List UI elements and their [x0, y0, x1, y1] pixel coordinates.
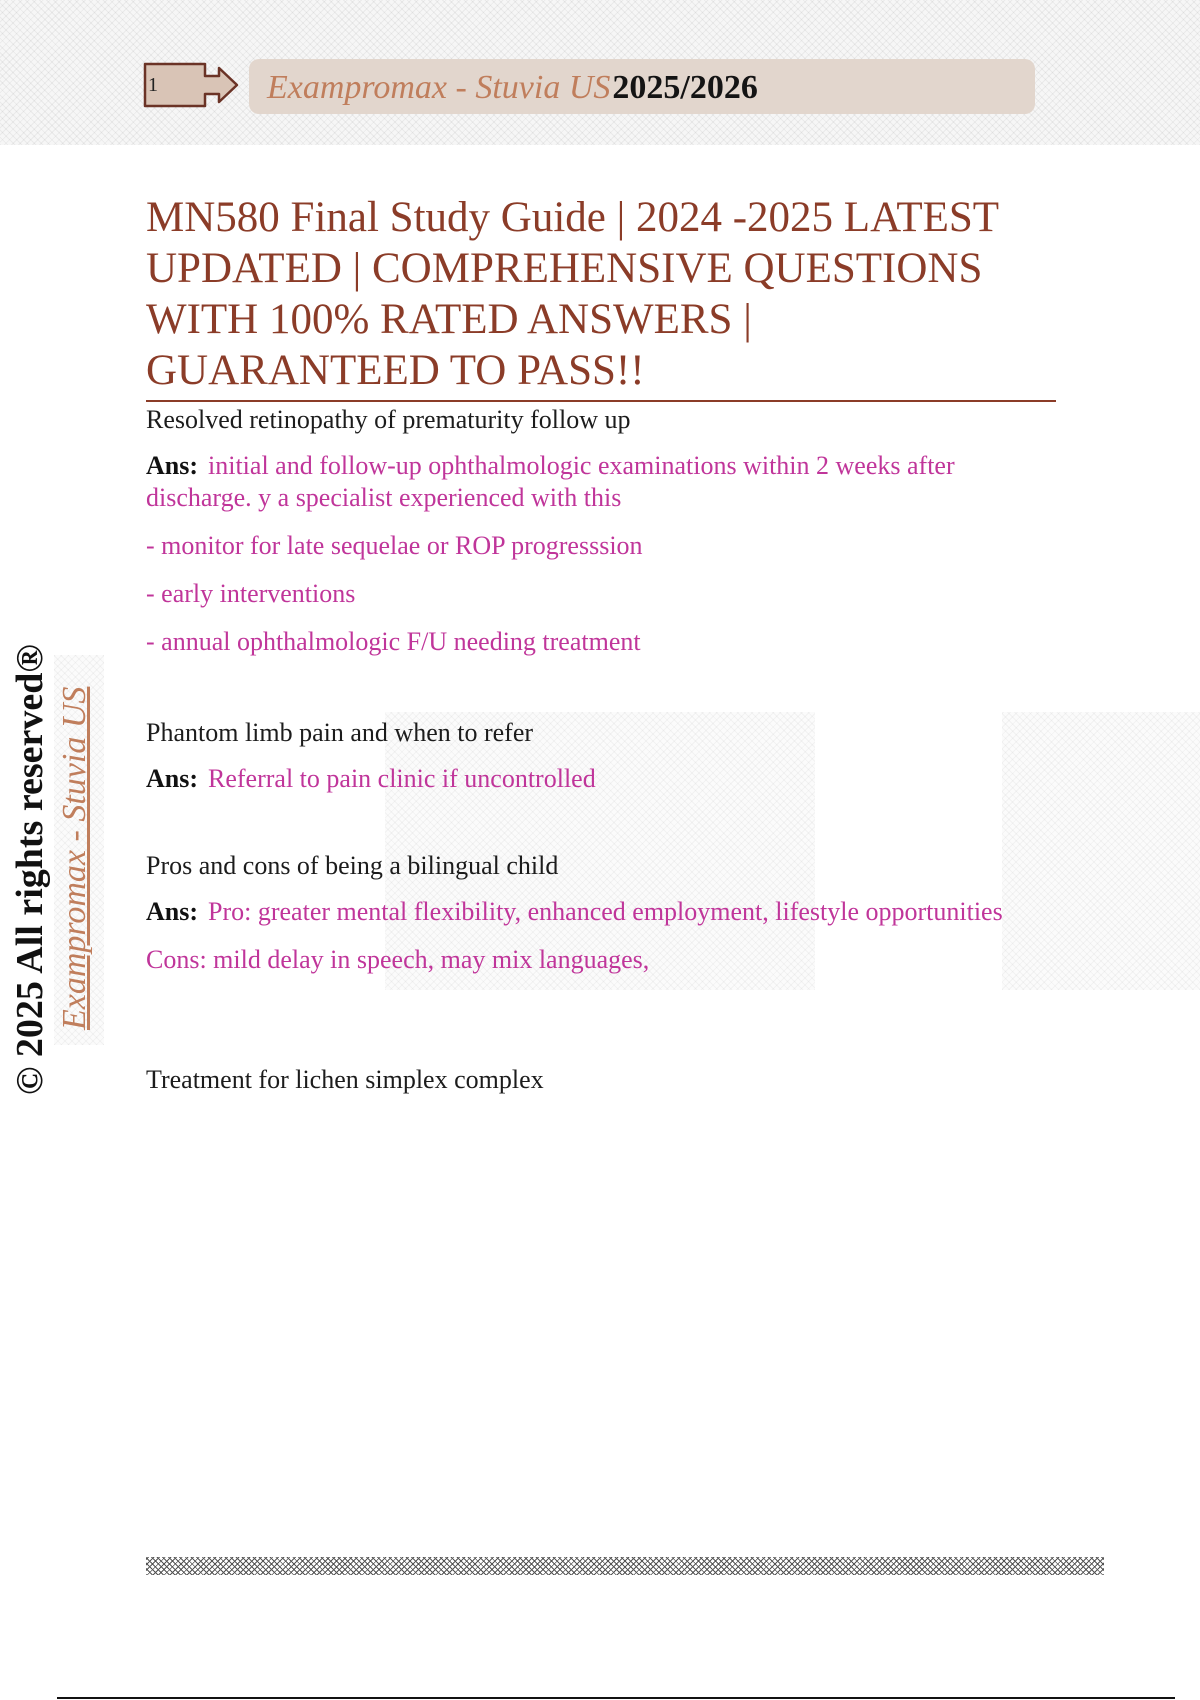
qa-item: [146, 404, 1046, 658]
qa-item: [146, 850, 1046, 976]
header-brand-text: Exampromax - Stuvia US: [267, 69, 611, 106]
header-brand: [267, 69, 758, 107]
answer-text: [146, 763, 1046, 795]
footer-pattern: [146, 1557, 1104, 1575]
answer-detail: Cons: mild delay in speech, may mix languages,: [146, 945, 650, 974]
qa-item: [146, 1064, 1046, 1096]
answer-body: initial and follow-up ophthalmologic examinations within 2 weeks after discharge. y a specialist experienced with this: [146, 451, 955, 512]
side-copyright: © 2025 All rights reserved®: [9, 644, 51, 1095]
document-title: MN580 Final Study Guide | 2024 -2025 LATEST UPDATED | COMPREHENSIVE QUESTIONS WITH 100% RATED ANSWERS | GUARANTEED TO PASS!!: [146, 192, 1056, 402]
header-banner: [249, 59, 1035, 114]
answer-body: Referral to pain clinic if uncontrolled: [208, 764, 596, 793]
question-text: Resolved retinopathy of prematurity follow up: [146, 405, 631, 434]
question-text: Pros and cons of being a bilingual child: [146, 851, 559, 880]
question-text: Treatment for lichen simplex complex: [146, 1065, 544, 1094]
answer-detail: - annual ophthalmologic F/U needing treatment: [146, 627, 641, 656]
answer-label: Ans:: [146, 451, 199, 480]
answer-label: Ans:: [146, 764, 199, 793]
side-brand: Exampromax - Stuvia US: [56, 686, 93, 1030]
page-number: 1: [148, 74, 158, 96]
answer-body: Pro: greater mental flexibility, enhanced employment, lifestyle opportunities: [208, 897, 1003, 926]
footer-rule: [57, 1697, 1175, 1699]
answer-text: [146, 896, 1046, 928]
question-text: Phantom limb pain and when to refer: [146, 718, 534, 747]
answer-detail: - monitor for late sequelae or ROP progresssion: [146, 531, 643, 560]
answer-text: [146, 450, 1046, 514]
answer-label: Ans:: [146, 897, 199, 926]
qa-item: [146, 717, 1046, 795]
header-year: 2025/2026: [612, 69, 758, 106]
answer-detail: - early interventions: [146, 579, 356, 608]
